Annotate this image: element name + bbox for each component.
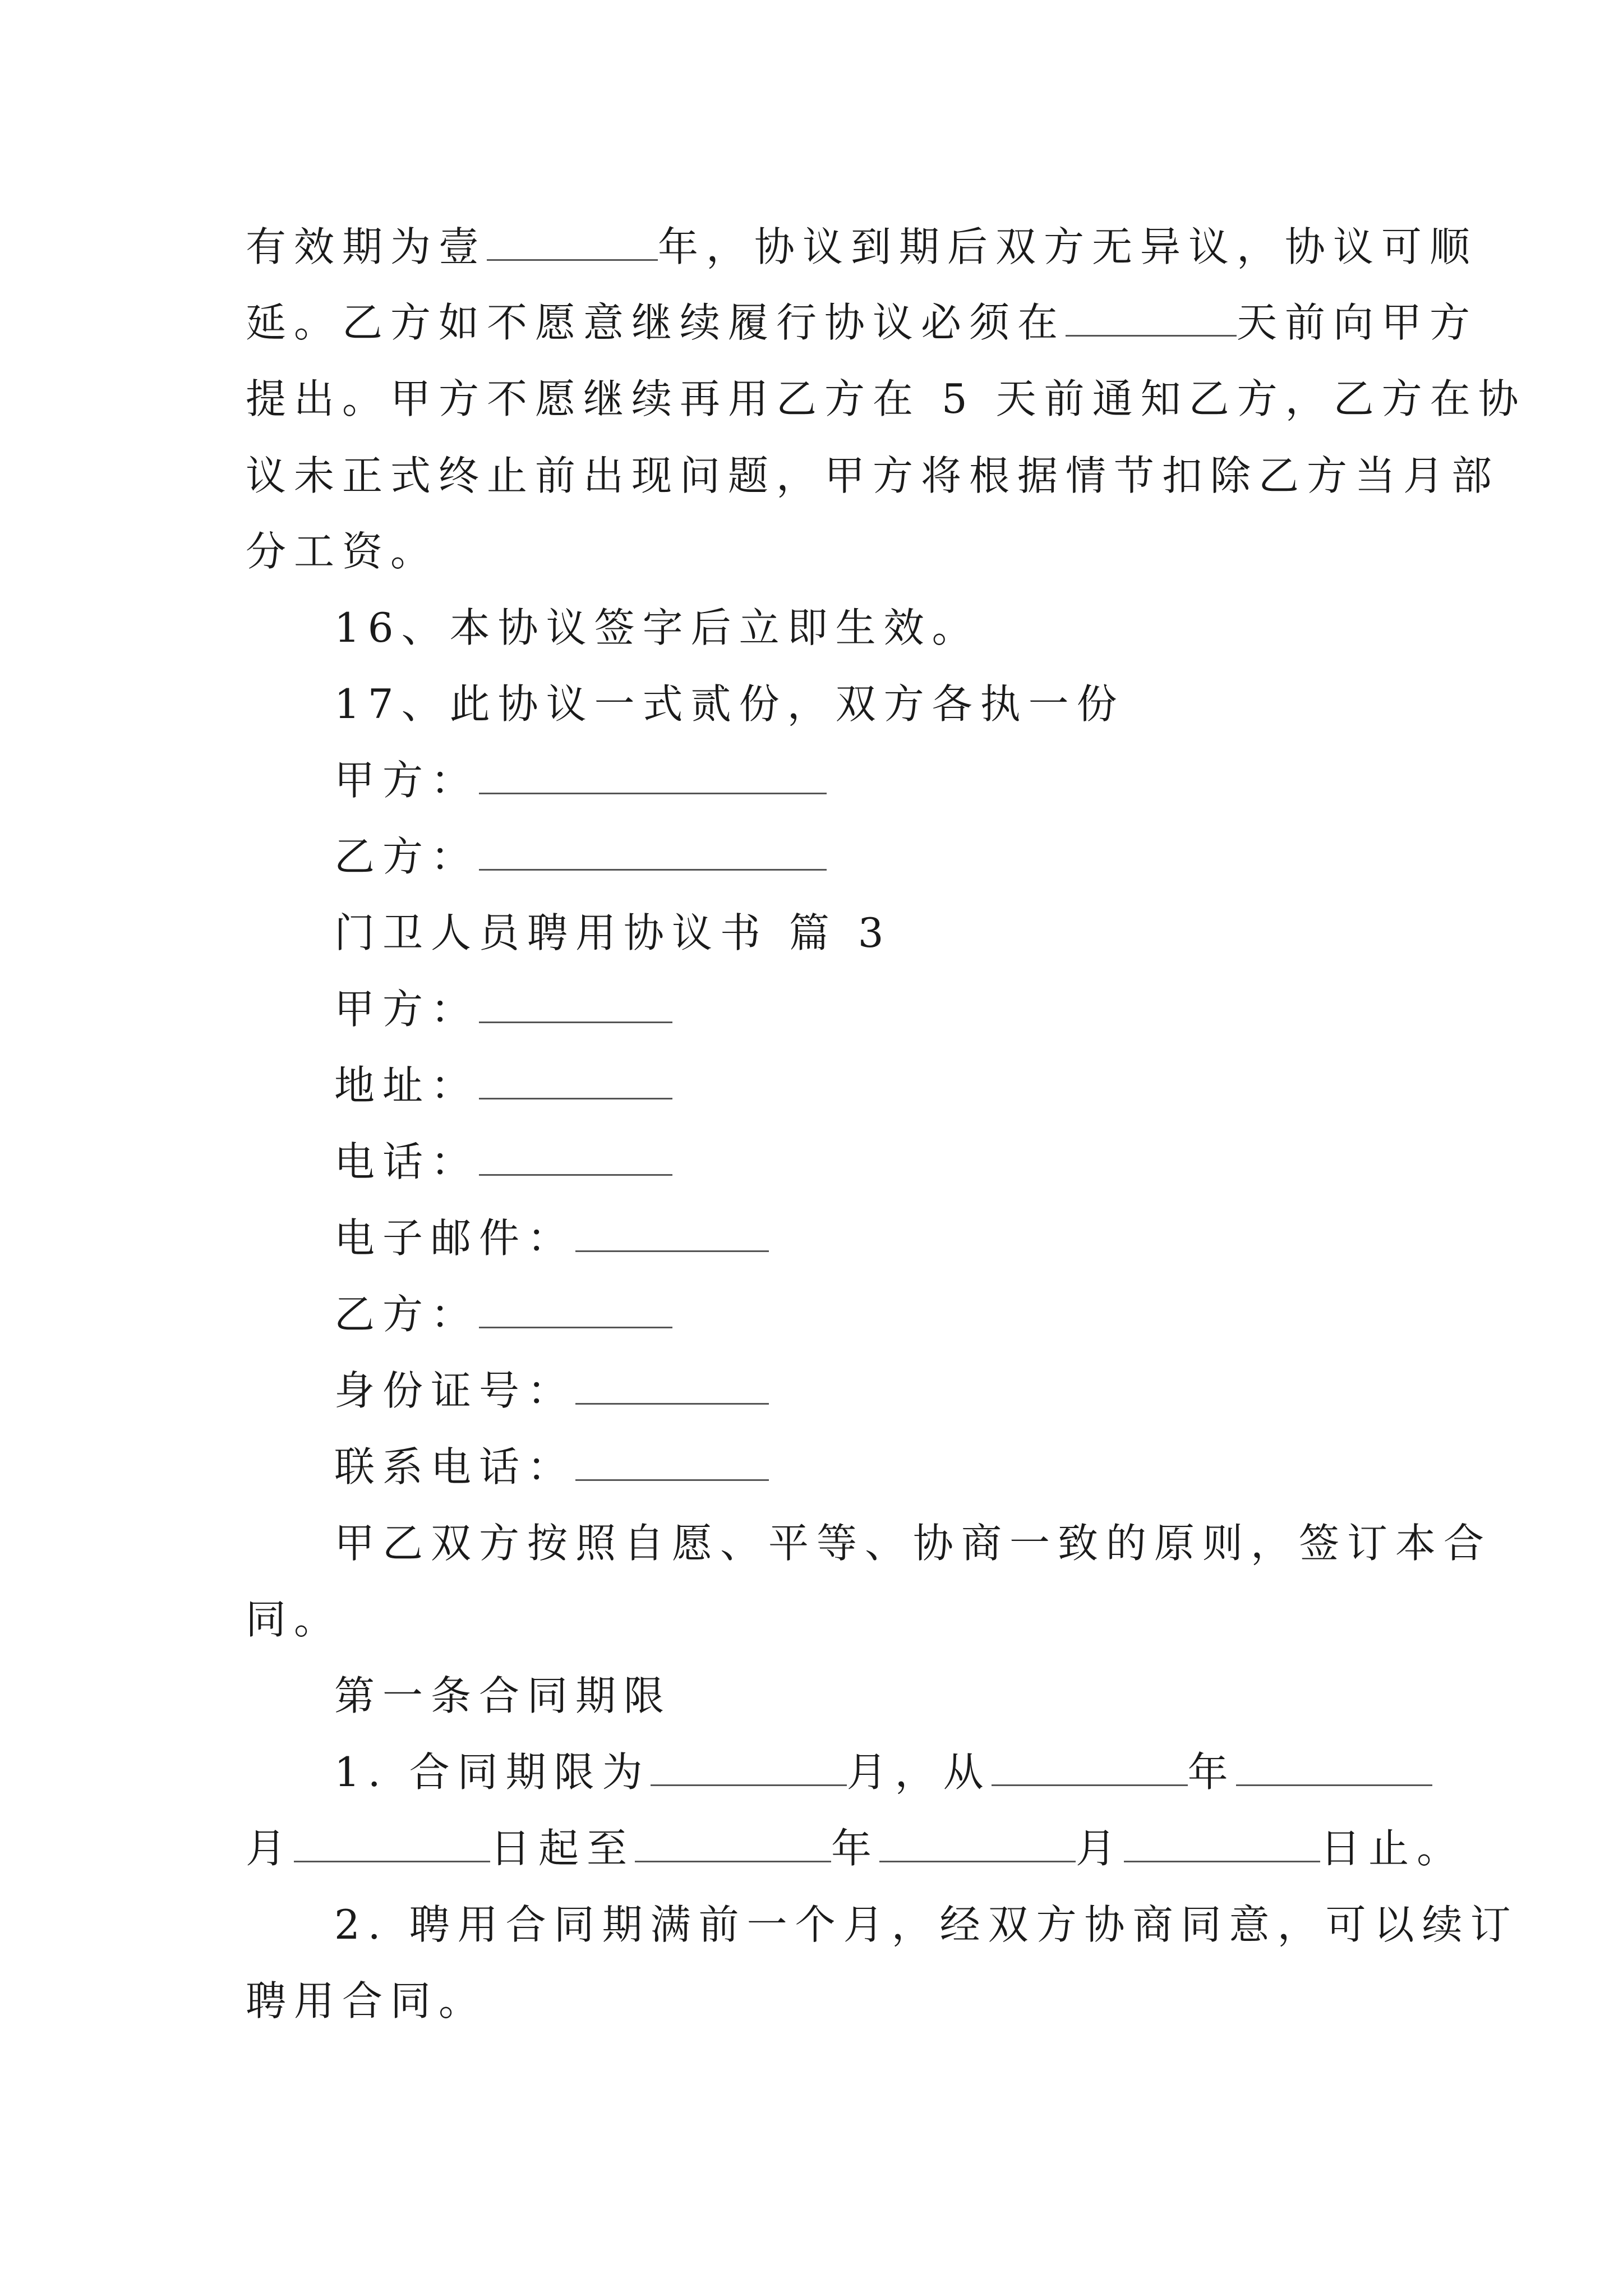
signature-party-a [334, 753, 827, 807]
text-segment: 年，协议到期后双方无异议，协议可顺 [658, 223, 1478, 270]
field-party-b [334, 1287, 672, 1341]
text-segment: 延。乙方如不愿意继续履行协议必须在 [246, 299, 1066, 346]
text-segment: 天前向甲方 [1237, 299, 1478, 346]
field-label: 电子邮件： [334, 1214, 576, 1262]
paragraph-line: 分工资。 [246, 528, 439, 575]
field-party-a [334, 982, 672, 1036]
blank-line [487, 224, 658, 261]
field-phone [334, 1135, 672, 1189]
term-line [334, 1745, 1432, 1799]
field-blank [479, 1292, 672, 1328]
field-label: 电话： [334, 1138, 479, 1185]
text-segment: 年 [831, 1825, 880, 1872]
signature-label: 乙方： [334, 833, 479, 880]
text-segment: 有效期为壹 [246, 223, 487, 270]
blank-line [992, 1750, 1188, 1786]
term-line [246, 1821, 1465, 1875]
text-segment: 月，从 [846, 1749, 992, 1796]
intro-line: 甲乙双方按照自愿、平等、协商一致的原则，签订本合 [334, 1520, 1492, 1567]
field-blank [479, 1139, 672, 1176]
field-label: 甲方： [334, 986, 479, 1033]
clause-17: 17、此协议一式贰份，双方各执一份 [334, 680, 1125, 728]
text-segment: 1. 合同期限为 [334, 1749, 651, 1796]
paragraph-line [246, 220, 1478, 274]
field-email [334, 1211, 769, 1265]
paragraph-line: 提出。甲方不愿继续再用乙方在 5 天前通知乙方，乙方在协 [246, 375, 1527, 422]
text-segment: 月 [246, 1825, 294, 1872]
field-id-number [334, 1364, 769, 1418]
renewal-line: 聘用合同。 [246, 1977, 487, 2024]
signature-blank [479, 834, 827, 871]
renewal-line: 2. 聘用合同期满前一个月，经双方协商同意，可以续订 [334, 1901, 1519, 1948]
field-blank [575, 1368, 769, 1405]
text-segment: 年 [1187, 1749, 1236, 1796]
field-blank [479, 987, 672, 1023]
field-blank [575, 1216, 769, 1252]
paragraph-line: 议未正式终止前出现问题，甲方将根据情节扣除乙方当月部 [246, 452, 1500, 499]
field-address [334, 1059, 672, 1112]
field-contact-phone [334, 1440, 769, 1494]
field-label: 联系电话： [334, 1443, 576, 1490]
field-blank [479, 1063, 672, 1099]
blank-line [879, 1826, 1076, 1862]
intro-line: 同。 [246, 1596, 343, 1643]
paragraph-line [246, 296, 1478, 349]
blank-line [294, 1826, 490, 1862]
blank-line [635, 1826, 831, 1862]
text-segment: 日止。 [1320, 1825, 1465, 1872]
blank-line [651, 1750, 847, 1786]
field-label: 身份证号： [334, 1367, 576, 1414]
signature-party-b [334, 830, 827, 884]
clause-16: 16、本协议签字后立即生效。 [334, 604, 980, 651]
text-segment: 月 [1076, 1825, 1124, 1872]
field-label: 乙方： [334, 1291, 479, 1338]
blank-line [1236, 1750, 1432, 1786]
signature-label: 甲方： [334, 757, 479, 804]
blank-line [1066, 300, 1237, 337]
field-label: 地址： [334, 1062, 479, 1109]
signature-blank [479, 758, 827, 794]
article-title: 第一条合同期限 [334, 1672, 672, 1719]
section-title: 门卫人员聘用协议书 篇 3 [334, 909, 892, 956]
text-segment: 日起至 [490, 1825, 635, 1872]
field-blank [575, 1444, 769, 1481]
blank-line [1124, 1826, 1320, 1862]
